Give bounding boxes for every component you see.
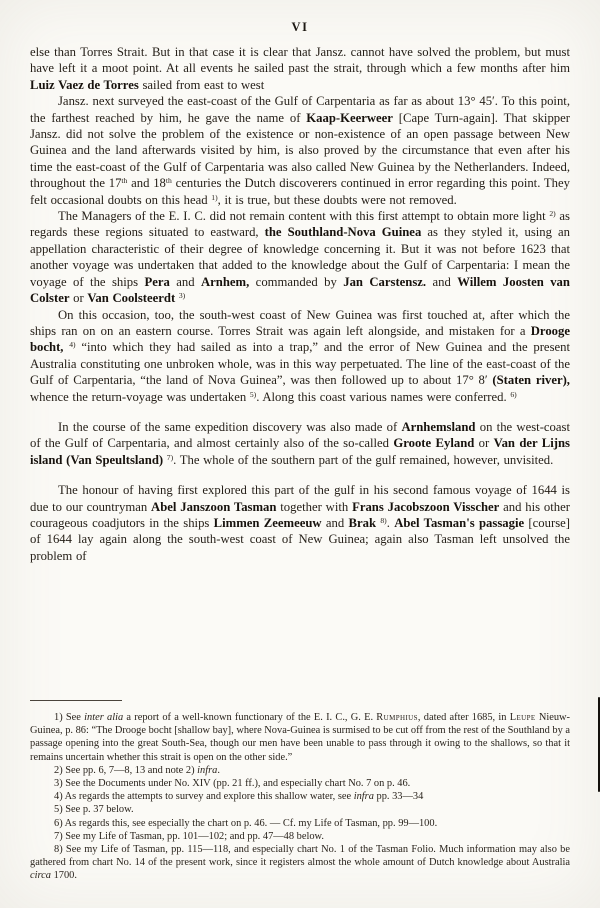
text-run: as they styled it, using an appellation characteristic of their degree of knowledge concerning it. But it was not before 1623 that another voyage was undertaken that added to the knowledge about the Gulf of Carpentaria: I mean the voyage of the ships <box>30 225 570 289</box>
bold-text: the Southland-Nova Guinea <box>264 225 422 240</box>
bold-text: Limmen Zeemeeuw <box>213 515 322 530</box>
text-run: pp. 33—34 <box>373 791 424 803</box>
footnote-ref: 5) <box>249 389 257 399</box>
text-run: and his other courageous coadjutors in the ships <box>30 499 570 530</box>
text-run: . <box>386 515 395 530</box>
footnote-ref: 1) <box>211 192 218 202</box>
italic-text: infra <box>197 764 218 776</box>
text-run: . The whole of the southern part of the gulf remained, however, unvisited. <box>173 452 554 467</box>
text-run: centuries the Dutch discoverers continued in error regarding this point. They felt occasional doubts on this head <box>30 176 570 207</box>
bold-text: Groote Eyland <box>393 436 475 451</box>
text-run: 7) See my Life of Tasman, pp. 101—102; and pp. 47—48 below. <box>54 830 324 842</box>
page-number: VI <box>291 20 309 34</box>
bold-text: Pera <box>144 274 170 289</box>
text-run: or <box>474 436 494 451</box>
footnote-ref: 4) <box>69 340 76 350</box>
bold-text: Abel Janszoon Tasman <box>151 499 277 514</box>
text-run: and <box>169 274 201 289</box>
footnote-ref: 3) <box>178 290 186 300</box>
footnote <box>30 790 570 803</box>
paragraph <box>30 419 570 468</box>
footnote <box>30 803 570 816</box>
text-run: The Managers of the E. I. C. did not remain content with this first attempt to obtain more light <box>58 209 550 224</box>
bold-text: Jan Carstensz. <box>343 274 427 289</box>
italic-text: inter alia <box>84 712 124 723</box>
footnote-ref: th <box>121 176 128 186</box>
paragraph <box>30 307 570 405</box>
bold-text: Brak <box>348 515 377 530</box>
footnotes <box>30 711 570 883</box>
text-run: 1700. <box>50 870 77 882</box>
text-run: On this occasion, too, the south-west coast of New Guinea was first touched at, after which the ships ran on on an eastern course. Torres Strait was again left alongside, and mistaken for a <box>30 307 570 338</box>
text-run: , it is true, but these doubts were not removed. <box>217 192 457 207</box>
text-run: 8) See my Life of Tasman, pp. 115—118, and especially chart No. 1 of the Tasman Folio. Much information may also be gathered from chart No. 14 of the present work, since it registers almost the whole amount of Dutch knowledge about Australia <box>30 844 570 869</box>
text-run: Jansz. next surveyed the east-coast of the Gulf of Carpentaria as far as about 13° 45′. To this point, the farthest reached by him, he gave the name of <box>30 94 570 125</box>
text-run: and <box>321 515 349 530</box>
text-run: . Along this coast various names were conferred. <box>256 389 511 404</box>
paragraph <box>30 44 570 93</box>
text-run: as regards these regions situated to eastward, <box>30 209 570 240</box>
bold-text: Willem Joosten van Colster <box>30 274 570 306</box>
smallcaps-text: Leupe <box>509 712 536 723</box>
text-run: on the west-coast of the Gulf of Carpentaria, and almost certainly also of the so-called <box>30 419 570 451</box>
footnote-separator <box>30 700 122 701</box>
italic-text: circa <box>30 870 51 882</box>
text-run: whence the return-voyage was undertaken <box>30 389 250 404</box>
bold-text: Drooge bocht, <box>30 323 570 355</box>
text-run: 5) See p. 37 below. <box>54 804 134 816</box>
bold-text: Frans Jacobszoon Visscher <box>352 499 500 514</box>
italic-text: infra <box>353 791 374 803</box>
footnote <box>30 777 570 790</box>
text-run: 3) See the Documents under No. XIV (pp. 21 ff.), and especially chart No. 7 on p. 46. <box>54 778 411 790</box>
text-run: sailed from east to west <box>138 77 265 92</box>
text-run: and <box>426 274 458 289</box>
text-run: , dated after 1685, in <box>417 712 510 723</box>
paragraph <box>30 482 570 564</box>
footnote-ref: 6) <box>510 389 517 399</box>
bold-text: Van Coolsteerdt <box>87 291 176 306</box>
body-text <box>30 44 570 698</box>
text-run: . <box>217 764 220 776</box>
paragraph <box>30 208 570 306</box>
bold-text: Luiz Vaez de Torres <box>30 77 139 92</box>
footnote <box>30 830 570 843</box>
text-run: together with <box>276 499 353 514</box>
text-run: or <box>69 291 88 306</box>
text-run: In the course of the same expedition discovery was also made of <box>58 419 402 434</box>
footnote-ref: 7) <box>166 452 174 462</box>
text-run: 1) See <box>54 712 85 723</box>
footnote <box>30 843 570 883</box>
paragraph <box>30 93 570 208</box>
text-run: “into which they had sailed as into a trap,” and the error of New Guinea and the present Australia constituting one unbroken whole, was in this way perpetuated. The line of the east-coast of the Gulf of Carpentaria, “the land of Nova Guinea”, was then followed up to about 17° 8′ <box>30 340 570 388</box>
text-run: 4) As regards the attempts to survey and explore this shallow water, see <box>54 791 354 803</box>
text-run: else than Torres Strait. But in that case it is clear that Jansz. cannot have solved the problem, but must have left it a moot point. At all events he sailed past the strait, through which a few months after him <box>30 45 570 76</box>
text-run: The honour of having first explored this part of the gulf in his second famous voyage of 1644 is due to our countryman <box>30 483 570 514</box>
bold-text: (Staten river), <box>492 373 570 388</box>
bold-text: Abel Tasman's passagie <box>394 515 525 530</box>
footnote-ref: 8) <box>380 515 387 525</box>
footnote-ref: 2) <box>549 208 556 218</box>
bold-text: Arnhemsland <box>401 419 476 434</box>
footnote-ref: th <box>165 176 172 186</box>
text-run: commanded by <box>249 274 344 289</box>
text-run: 6) As regards this, see especially the chart on p. 46. — Cf. my Life of Tasman, pp. 99—100. <box>54 817 438 829</box>
footnote <box>30 817 570 830</box>
bold-text: Arnhem, <box>200 274 250 289</box>
text-run: Nieuw-Guinea, p. 86: “The Drooge bocht [shallow bay], where Nova-Guinea is surmised to be cut off from the rest of the Southland by a passage opening into the great South-Sea, though our men have been unable to pass through it owing to the shallows, so that it remains uncertain whether this strait is open on the other side.” <box>30 712 570 763</box>
footnote <box>30 711 570 764</box>
footnote <box>30 764 570 777</box>
bold-text: Kaap-Keerweer <box>306 110 393 125</box>
text-run: a report of a well-known functionary of the E. I. C., G. E. <box>123 712 377 723</box>
text-run: [course] of 1644 lay again along the south-west coast of New Guinea; again also Tasman left unsolved the problem of <box>30 515 570 563</box>
text-run: and 18 <box>127 176 166 191</box>
text-run: [Cape Turn-again]. That skipper Jansz. did not solve the problem of the existence or non-existence of an open passage between New Guinea and the land afterwards visited by him, is also proved by the circumstance that even after his time the east-coast of the Gulf of Carpentaria was also called New Guinea by the Netherlanders. Indeed, throughout the 17 <box>30 110 570 191</box>
text-run: 2) See pp. 6, 7—8, 13 and note 2) <box>54 764 198 776</box>
smallcaps-text: Rumphius <box>376 712 418 723</box>
bold-text: Van der Lijns island (Van Speultsland) <box>30 436 570 467</box>
